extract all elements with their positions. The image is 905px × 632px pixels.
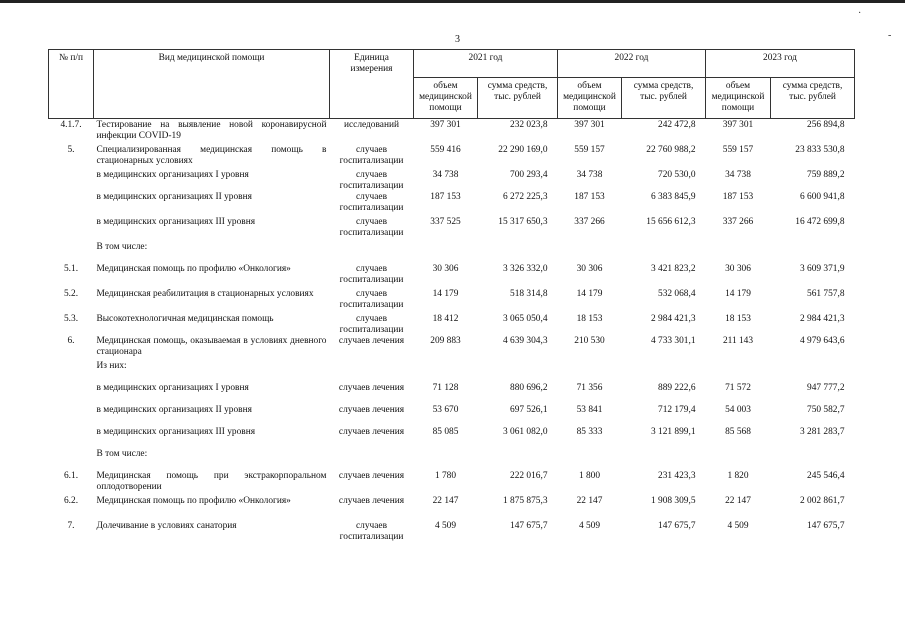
- cell-unit: случаев лечения: [338, 496, 405, 506]
- table-row: [49, 521, 855, 546]
- cell-sum-2021: [478, 449, 558, 471]
- cell-number: [49, 383, 94, 405]
- cell-volume-2023: 30 306: [725, 264, 751, 274]
- cell-sum-2023: 23 833 530,8: [795, 145, 845, 155]
- table-row: [49, 449, 855, 471]
- cell-volume-2022: [558, 242, 622, 264]
- cell-number: [49, 217, 94, 242]
- table-body: [49, 119, 855, 547]
- cell-number: [49, 427, 94, 449]
- cell-care-type: В том числе:: [96, 242, 148, 252]
- header-year-2021: 2021 год: [414, 50, 558, 78]
- cell-volume-2022: 85 333: [576, 427, 603, 437]
- cell-sum-2023: 2 002 861,7: [799, 496, 845, 506]
- cell-sum-2023: 561 757,8: [807, 289, 845, 299]
- cell-volume-2022: 18 153: [576, 314, 603, 324]
- cell-volume-2021: 85 085: [432, 427, 459, 437]
- cell-volume-2023: [706, 361, 771, 383]
- cell-sum-2023: [771, 361, 855, 383]
- cell-number: [49, 405, 94, 427]
- cell-volume-2021: 397 301: [430, 120, 461, 130]
- cell-sum-2022: 15 656 612,3: [646, 217, 696, 227]
- cell-sum-2022: 889 222,6: [658, 383, 696, 393]
- cell-sum-2022: 2 984 421,3: [650, 314, 696, 324]
- cell-care-type: Специализированная медицинская помощь в стационарных условиях: [96, 145, 327, 166]
- cell-sum-2022: 231 423,3: [658, 471, 696, 481]
- cell-care-type: Медицинская помощь по профилю «Онкология»: [96, 496, 291, 506]
- cell-unit: исследований: [343, 120, 400, 130]
- header-year-2023: 2023 год: [706, 50, 855, 78]
- cell-volume-2022: 22 147: [576, 496, 603, 506]
- cell-sum-2023: [771, 449, 855, 471]
- cell-volume-2022: 71 356: [576, 383, 603, 393]
- cell-sum-2023: 147 675,7: [807, 521, 845, 531]
- table-row: [49, 192, 855, 217]
- cell-sum-2021: 700 293,4: [510, 170, 548, 180]
- cell-unit: случаев лечения: [338, 427, 405, 437]
- cell-sum-2023: 759 889,2: [807, 170, 845, 180]
- header-sum: сумма средств, тыс. рублей: [771, 78, 855, 119]
- cell-volume-2021: [414, 449, 478, 471]
- cell-volume-2021: 559 416: [430, 145, 461, 155]
- cell-number: 4.1.7.: [60, 120, 82, 130]
- cell-unit: [330, 242, 414, 264]
- cell-sum-2021: [478, 242, 558, 264]
- cell-sum-2021: 697 526,1: [510, 405, 548, 415]
- cell-sum-2022: 147 675,7: [658, 521, 696, 531]
- cell-care-type: в медицинских организациях I уровня: [96, 170, 249, 180]
- header-sum: сумма средств, тыс. рублей: [622, 78, 706, 119]
- cell-unit: случаев госпитализации: [339, 521, 404, 542]
- cell-unit: случаев госпитализации: [339, 264, 404, 285]
- cell-sum-2021: 3 065 050,4: [502, 314, 548, 324]
- cell-volume-2023: 559 157: [722, 145, 754, 155]
- cell-number: [49, 449, 94, 471]
- cell-sum-2021: 147 675,7: [510, 521, 548, 531]
- scan-speck: ·: [858, 8, 862, 19]
- table-row: [49, 145, 855, 170]
- cell-unit: [330, 449, 414, 471]
- cell-volume-2021: 22 147: [432, 496, 459, 506]
- cell-sum-2023: 750 582,7: [807, 405, 845, 415]
- cell-volume-2023: 337 266: [722, 217, 754, 227]
- cell-care-type: в медицинских организациях III уровня: [96, 427, 256, 437]
- table-row: [49, 336, 855, 361]
- cell-volume-2022: [558, 449, 622, 471]
- cell-volume-2023: 211 143: [722, 336, 754, 346]
- table-header: [49, 50, 855, 119]
- cell-sum-2022: [622, 242, 706, 264]
- cell-care-type: Медицинская помощь при экстракорпоральном оплодотворении: [96, 471, 327, 492]
- cell-sum-2021: 518 314,8: [510, 289, 548, 299]
- cell-sum-2022: 6 383 845,9: [650, 192, 696, 202]
- cell-volume-2023: 34 738: [725, 170, 751, 180]
- cell-number: 6.2.: [63, 496, 79, 506]
- cell-number: 5.2.: [63, 289, 79, 299]
- cell-unit: случаев лечения: [338, 383, 405, 393]
- cell-volume-2022: 559 157: [574, 145, 605, 155]
- medical-care-table: [48, 49, 855, 546]
- cell-volume-2022: 187 153: [574, 192, 605, 202]
- table-row: [49, 289, 855, 314]
- cell-volume-2023: [706, 449, 771, 471]
- cell-number: 6.: [67, 336, 75, 346]
- cell-unit: случаев госпитализации: [339, 314, 404, 335]
- cell-volume-2022: 337 266: [574, 217, 605, 227]
- cell-number: 5.: [67, 145, 75, 155]
- table-row: [49, 314, 855, 336]
- cell-volume-2021: [414, 361, 478, 383]
- cell-number: 5.3.: [63, 314, 79, 324]
- cell-sum-2022: [622, 361, 706, 383]
- cell-volume-2022: 14 179: [576, 289, 603, 299]
- cell-sum-2023: 3 281 283,7: [799, 427, 845, 437]
- cell-sum-2021: 3 061 082,0: [502, 427, 548, 437]
- cell-number: 7.: [67, 521, 75, 531]
- cell-sum-2021: 22 290 169,0: [498, 145, 548, 155]
- cell-sum-2022: 1 908 309,5: [650, 496, 696, 506]
- cell-unit: случаев госпитализации: [339, 289, 404, 310]
- cell-volume-2022: 34 738: [576, 170, 603, 180]
- cell-sum-2023: 16 472 699,8: [795, 217, 845, 227]
- cell-care-type: в медицинских организациях III уровня: [96, 217, 256, 227]
- cell-sum-2022: 712 179,4: [658, 405, 696, 415]
- cell-sum-2022: 4 733 301,1: [650, 336, 696, 346]
- cell-sum-2023: 4 979 643,6: [799, 336, 845, 346]
- cell-volume-2023: 85 568: [725, 427, 751, 437]
- cell-sum-2022: 22 760 988,2: [646, 145, 696, 155]
- cell-volume-2021: 53 670: [432, 405, 459, 415]
- cell-volume-2022: 4 509: [578, 521, 601, 531]
- cell-sum-2022: [622, 449, 706, 471]
- cell-volume-2023: 4 509: [727, 521, 749, 531]
- cell-unit: случаев госпитализации: [339, 170, 404, 191]
- cell-volume-2021: 4 509: [434, 521, 457, 531]
- cell-sum-2021: 222 016,7: [510, 471, 548, 481]
- cell-unit: случаев госпитализации: [339, 145, 404, 166]
- top-border-line: [0, 0, 905, 3]
- cell-sum-2021: 6 272 225,3: [502, 192, 548, 202]
- cell-unit: случаев лечения: [338, 471, 405, 481]
- cell-sum-2021: 3 326 332,0: [502, 264, 548, 274]
- cell-sum-2023: [771, 242, 855, 264]
- cell-unit: случаев лечения: [338, 336, 405, 346]
- cell-volume-2023: [706, 242, 771, 264]
- table-row: [49, 264, 855, 289]
- cell-care-type: Из них:: [96, 361, 127, 371]
- cell-sum-2023: 6 600 941,8: [799, 192, 845, 202]
- header-unit: Единица измерения: [330, 50, 414, 119]
- cell-volume-2022: 397 301: [574, 120, 605, 130]
- cell-volume-2021: 34 738: [432, 170, 459, 180]
- table-row: [49, 119, 855, 146]
- header-volume: объем медицинской помощи: [558, 78, 622, 119]
- cell-care-type: в медицинских организациях I уровня: [96, 383, 249, 393]
- cell-sum-2022: 3 421 823,2: [650, 264, 696, 274]
- cell-number: [49, 242, 94, 264]
- cell-care-type: Медицинская помощь, оказываемая в условиях дневного стационара: [96, 336, 327, 357]
- cell-volume-2023: 1 820: [727, 471, 749, 481]
- cell-care-type: Медицинская помощь по профилю «Онкология»: [96, 264, 291, 274]
- cell-number: 6.1.: [63, 471, 79, 481]
- cell-sum-2022: 720 530,0: [658, 170, 696, 180]
- cell-sum-2022: 3 121 899,1: [650, 427, 696, 437]
- cell-volume-2022: 1 800: [578, 471, 601, 481]
- table-row: [49, 471, 855, 496]
- cell-volume-2023: 397 301: [722, 120, 754, 130]
- cell-care-type: в медицинских организациях II уровня: [96, 192, 252, 202]
- cell-volume-2021: [414, 242, 478, 264]
- table-row: [49, 383, 855, 405]
- table-row: [49, 496, 855, 521]
- cell-volume-2021: 71 128: [432, 383, 459, 393]
- cell-volume-2021: 1 780: [434, 471, 457, 481]
- cell-sum-2023: 245 546,4: [807, 471, 845, 481]
- table-row: [49, 242, 855, 264]
- header-volume: объем медицинской помощи: [706, 78, 771, 119]
- cell-sum-2021: 4 639 304,3: [502, 336, 548, 346]
- table-row: [49, 427, 855, 449]
- header-year-2022: 2022 год: [558, 50, 706, 78]
- cell-unit: случаев госпитализации: [339, 192, 404, 213]
- header-care-type: Вид медицинской помощи: [94, 50, 330, 119]
- cell-care-type: Высокотехнологичная медицинская помощь: [96, 314, 274, 324]
- cell-sum-2022: 532 068,4: [658, 289, 696, 299]
- cell-sum-2023: 3 609 371,9: [799, 264, 845, 274]
- cell-care-type: Медицинская реабилитация в стационарных условиях: [96, 289, 314, 299]
- cell-number: 5.1.: [63, 264, 79, 274]
- cell-volume-2021: 337 525: [430, 217, 461, 227]
- cell-volume-2023: 22 147: [725, 496, 751, 506]
- cell-volume-2023: 71 572: [725, 383, 751, 393]
- cell-sum-2021: 232 023,8: [510, 120, 548, 130]
- cell-sum-2021: 1 875 875,3: [502, 496, 548, 506]
- table-row: [49, 361, 855, 383]
- table-row: [49, 405, 855, 427]
- table-row: [49, 217, 855, 242]
- cell-volume-2023: 18 153: [725, 314, 751, 324]
- table-row: [49, 170, 855, 192]
- header-number: № п/п: [49, 50, 94, 119]
- cell-volume-2021: 209 883: [430, 336, 461, 346]
- cell-volume-2021: 18 412: [432, 314, 459, 324]
- cell-care-type: Долечивание в условиях санатория: [96, 521, 237, 531]
- page-number: 3: [455, 34, 460, 45]
- cell-volume-2022: 53 841: [576, 405, 603, 415]
- cell-sum-2023: 947 777,2: [807, 383, 845, 393]
- cell-care-type: Тестирование на выявление новой коронавирусной инфекции COVID-19: [96, 120, 327, 141]
- scan-speck: -: [888, 30, 892, 41]
- cell-sum-2021: [478, 361, 558, 383]
- cell-volume-2022: [558, 361, 622, 383]
- cell-sum-2023: 2 984 421,3: [799, 314, 845, 324]
- cell-sum-2021: 880 696,2: [510, 383, 548, 393]
- header-volume: объем медицинской помощи: [414, 78, 478, 119]
- cell-number: [49, 170, 94, 192]
- cell-unit: случаев госпитализации: [339, 217, 404, 238]
- cell-number: [49, 192, 94, 217]
- cell-volume-2021: 187 153: [430, 192, 461, 202]
- cell-unit: [330, 361, 414, 383]
- cell-unit: случаев лечения: [338, 405, 405, 415]
- cell-volume-2023: 54 003: [725, 405, 751, 415]
- cell-volume-2021: 14 179: [432, 289, 459, 299]
- cell-sum-2023: 256 894,8: [807, 120, 845, 130]
- cell-volume-2022: 210 530: [574, 336, 605, 346]
- cell-volume-2023: 14 179: [725, 289, 751, 299]
- cell-care-type: В том числе:: [96, 449, 148, 459]
- cell-sum-2021: 15 317 650,3: [498, 217, 548, 227]
- cell-care-type: в медицинских организациях II уровня: [96, 405, 252, 415]
- cell-volume-2022: 30 306: [576, 264, 603, 274]
- cell-number: [49, 361, 94, 383]
- cell-volume-2021: 30 306: [432, 264, 459, 274]
- header-sum: сумма средств, тыс. рублей: [478, 78, 558, 119]
- cell-volume-2023: 187 153: [722, 192, 754, 202]
- cell-sum-2022: 242 472,8: [658, 120, 696, 130]
